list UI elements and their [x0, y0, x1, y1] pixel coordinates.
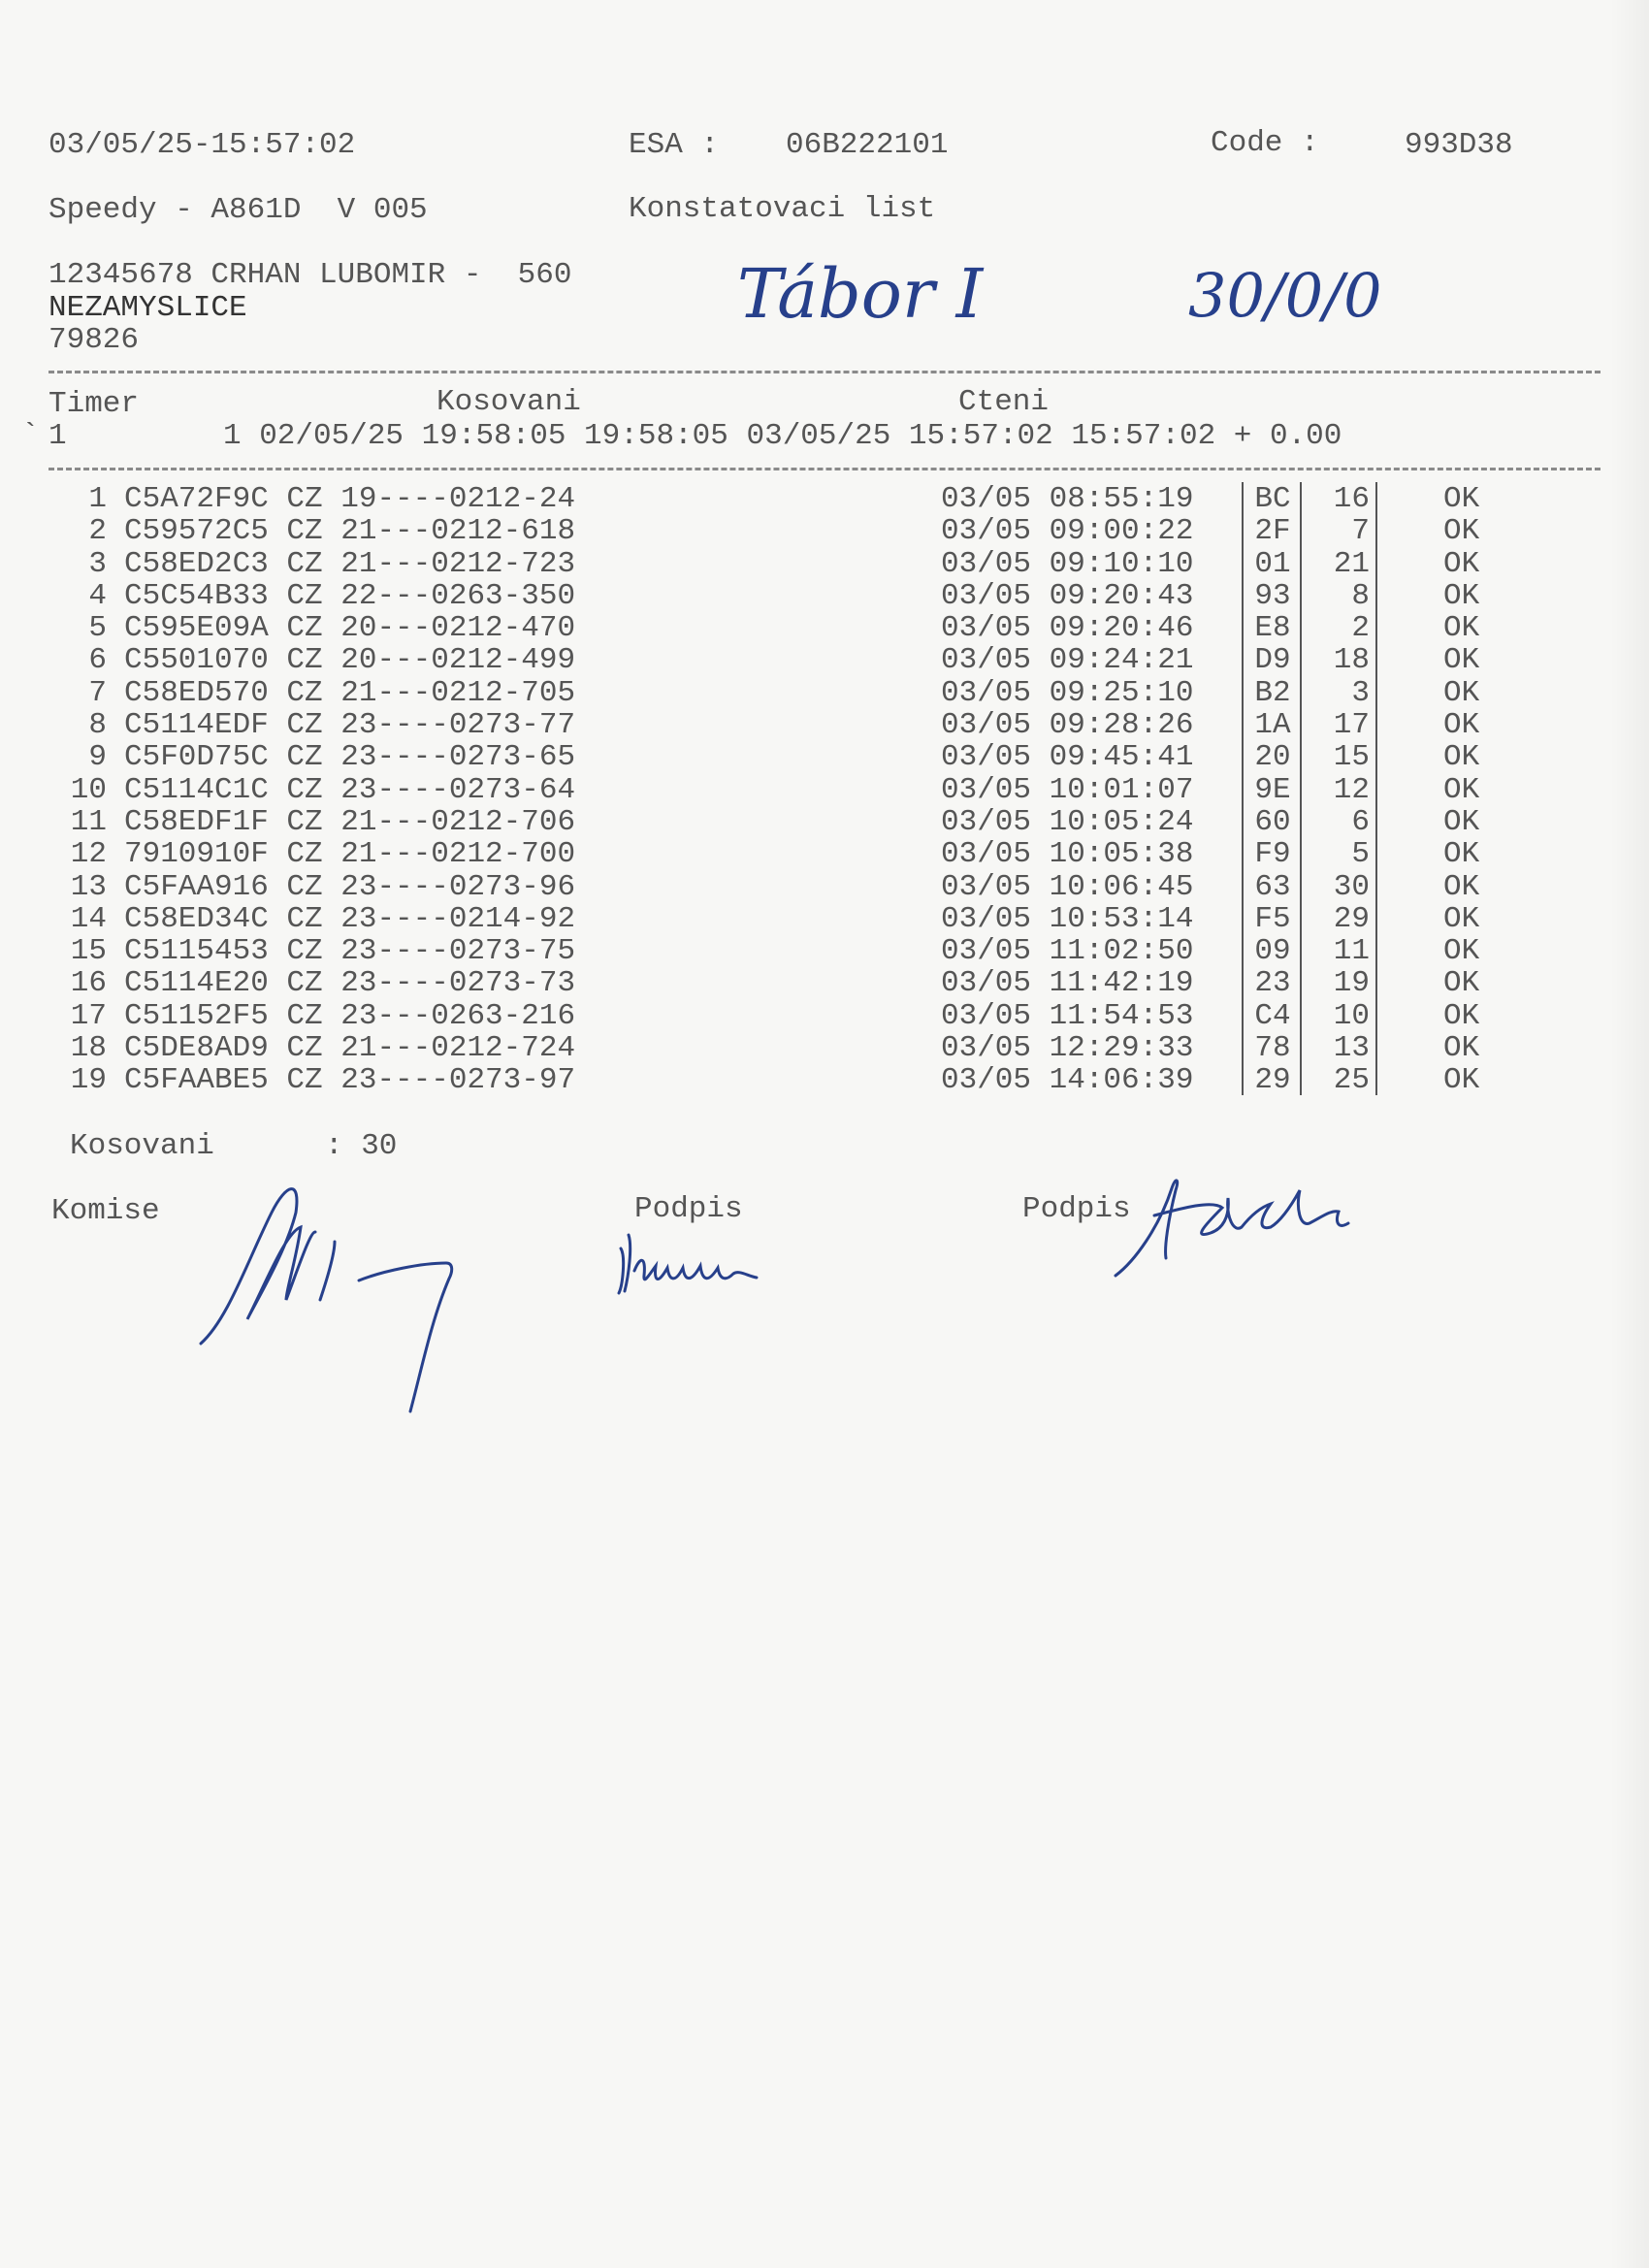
owner-line-1: 12345678 CRHAN LUBOMIR - 560 — [48, 258, 572, 292]
table-row — [0, 709, 1649, 741]
status: OK — [1443, 643, 1480, 678]
position: 3 — [1351, 675, 1370, 710]
timer-number: 1 — [48, 419, 67, 453]
hex-code: 9E — [1254, 772, 1291, 807]
row-number: 13 — [70, 869, 107, 904]
position: 12 — [1333, 772, 1370, 807]
position: 15 — [1333, 740, 1370, 775]
row-number: 4 — [88, 578, 107, 613]
hex-code: E8 — [1254, 611, 1291, 646]
position: 19 — [1333, 966, 1370, 1001]
position: 7 — [1351, 514, 1370, 549]
esa-value: 06B222101 — [786, 128, 949, 162]
column-rule-3 — [1375, 482, 1377, 1095]
table-row — [0, 774, 1649, 806]
ring-id: C5FAA916 CZ 23----0273-96 — [124, 869, 576, 904]
status: OK — [1443, 675, 1480, 710]
arrival-time: 03/05 11:54:53 — [941, 998, 1194, 1033]
owner-line-2: NEZAMYSLICE — [48, 291, 247, 325]
arrival-time: 03/05 09:00:22 — [941, 514, 1194, 549]
tick-mark: ` — [21, 419, 40, 453]
arrival-time: 03/05 14:06:39 — [941, 1063, 1194, 1098]
table-row — [0, 838, 1649, 870]
esa-label: ESA : — [629, 128, 720, 162]
arrival-time: 03/05 11:42:19 — [941, 966, 1194, 1001]
status: OK — [1443, 1031, 1480, 1066]
arrival-time: 03/05 09:45:41 — [941, 740, 1194, 775]
position: 16 — [1333, 482, 1370, 516]
hex-code: 20 — [1254, 740, 1291, 775]
owner-line-3: 79826 — [48, 323, 140, 357]
table-row — [0, 612, 1649, 644]
ring-id: C5A72F9C CZ 19----0212-24 — [124, 482, 576, 516]
ring-id: C58EDF1F CZ 21---0212-706 — [124, 804, 576, 839]
separator-bottom — [48, 468, 1600, 470]
ring-id: C5C54B33 CZ 22---0263-350 — [124, 578, 576, 613]
row-number: 17 — [70, 998, 107, 1033]
table-row — [0, 677, 1649, 709]
status: OK — [1443, 514, 1480, 549]
position: 11 — [1333, 934, 1370, 969]
hex-code: 01 — [1254, 546, 1291, 581]
code-value: 993D38 — [1405, 128, 1513, 162]
arrival-time: 03/05 10:06:45 — [941, 869, 1194, 904]
position: 6 — [1351, 804, 1370, 839]
hex-code: C4 — [1254, 998, 1291, 1033]
hex-code: 93 — [1254, 578, 1291, 613]
hex-code: 60 — [1254, 804, 1291, 839]
table-row — [0, 871, 1649, 903]
cteni-header: Cteni — [958, 385, 1050, 419]
hex-code: 78 — [1254, 1031, 1291, 1066]
kosovani-summary-value: : 30 — [325, 1129, 398, 1163]
handwritten-location: Tábor I — [737, 254, 984, 334]
timer-record: 1 02/05/25 19:58:05 19:58:05 03/05/25 15:57:02 15:57:02 + 0.00 — [223, 419, 1342, 453]
hex-code: 1A — [1254, 708, 1291, 743]
position: 2 — [1351, 611, 1370, 646]
row-number: 16 — [70, 966, 107, 1001]
hex-code: B2 — [1254, 675, 1291, 710]
komise-signature — [189, 1174, 577, 1426]
hex-code: 23 — [1254, 966, 1291, 1001]
ring-id: C5114E20 CZ 23----0273-73 — [124, 966, 576, 1001]
hex-code: F9 — [1254, 837, 1291, 872]
paper-edge — [1610, 0, 1649, 2268]
status: OK — [1443, 966, 1480, 1001]
podpis-label-2: Podpis — [1022, 1192, 1131, 1226]
table-row — [0, 1000, 1649, 1032]
arrival-time: 03/05 08:55:19 — [941, 482, 1194, 516]
hex-code: BC — [1254, 482, 1291, 516]
table-row — [0, 935, 1649, 967]
handwritten-ratio: 30/0/0 — [1188, 260, 1382, 331]
hex-code: F5 — [1254, 901, 1291, 936]
ring-id: C5114C1C CZ 23----0273-64 — [124, 772, 576, 807]
arrival-time: 03/05 10:05:24 — [941, 804, 1194, 839]
table-row — [0, 644, 1649, 676]
hex-code: 29 — [1254, 1063, 1291, 1098]
ring-id: 7910910F CZ 21---0212-700 — [124, 837, 576, 872]
row-number: 7 — [88, 675, 107, 710]
position: 13 — [1333, 1031, 1370, 1066]
status: OK — [1443, 546, 1480, 581]
kosovani-header: Kosovani — [436, 385, 581, 419]
row-number: 6 — [88, 643, 107, 678]
row-number: 15 — [70, 934, 107, 969]
status: OK — [1443, 998, 1480, 1033]
row-number: 11 — [70, 804, 107, 839]
hex-code: 2F — [1254, 514, 1291, 549]
table-row — [0, 806, 1649, 838]
podpis-signature-2 — [1106, 1169, 1397, 1295]
position: 8 — [1351, 578, 1370, 613]
status: OK — [1443, 611, 1480, 646]
ring-id: C51152F5 CZ 23---0263-216 — [124, 998, 576, 1033]
hex-code: D9 — [1254, 643, 1291, 678]
results-table — [0, 483, 1649, 1097]
status: OK — [1443, 901, 1480, 936]
ring-id: C5114EDF CZ 23----0273-77 — [124, 708, 576, 743]
row-number: 12 — [70, 837, 107, 872]
arrival-time: 03/05 09:25:10 — [941, 675, 1194, 710]
status: OK — [1443, 482, 1480, 516]
row-number: 8 — [88, 708, 107, 743]
position: 17 — [1333, 708, 1370, 743]
status: OK — [1443, 740, 1480, 775]
status: OK — [1443, 837, 1480, 872]
code-label: Code : — [1211, 126, 1319, 160]
row-number: 2 — [88, 514, 107, 549]
table-row — [0, 1032, 1649, 1064]
arrival-time: 03/05 10:53:14 — [941, 901, 1194, 936]
row-number: 3 — [88, 546, 107, 581]
table-row — [0, 1064, 1649, 1096]
ring-id: C59572C5 CZ 21---0212-618 — [124, 514, 576, 549]
ring-id: C58ED34C CZ 23----0214-92 — [124, 901, 576, 936]
position: 21 — [1333, 546, 1370, 581]
table-row — [0, 483, 1649, 515]
position: 30 — [1333, 869, 1370, 904]
arrival-time: 03/05 09:20:46 — [941, 611, 1194, 646]
arrival-time: 03/05 09:10:10 — [941, 546, 1194, 581]
row-number: 19 — [70, 1063, 107, 1098]
ring-id: C58ED2C3 CZ 21---0212-723 — [124, 546, 576, 581]
position: 10 — [1333, 998, 1370, 1033]
ring-id: C5FAABE5 CZ 23----0273-97 — [124, 1063, 576, 1098]
hex-code: 09 — [1254, 934, 1291, 969]
ring-id: C5501070 CZ 20---0212-499 — [124, 643, 576, 678]
position: 29 — [1333, 901, 1370, 936]
ring-id: C595E09A CZ 20---0212-470 — [124, 611, 576, 646]
device-info: Speedy - A861D V 005 — [48, 193, 428, 227]
table-row — [0, 741, 1649, 773]
arrival-time: 03/05 12:29:33 — [941, 1031, 1194, 1066]
status: OK — [1443, 869, 1480, 904]
kosovani-summary-label: Kosovani — [70, 1129, 214, 1163]
arrival-time: 03/05 09:20:43 — [941, 578, 1194, 613]
column-rule-2 — [1300, 482, 1302, 1095]
row-number: 14 — [70, 901, 107, 936]
status: OK — [1443, 934, 1480, 969]
table-row — [0, 580, 1649, 612]
arrival-time: 03/05 09:28:26 — [941, 708, 1194, 743]
table-row — [0, 548, 1649, 580]
arrival-time: 03/05 10:01:07 — [941, 772, 1194, 807]
ring-id: C5115453 CZ 23----0273-75 — [124, 934, 576, 969]
status: OK — [1443, 1063, 1480, 1098]
print-datetime: 03/05/25-15:57:02 — [48, 128, 356, 162]
document-title: Konstatovaci list — [629, 192, 936, 226]
row-number: 9 — [88, 740, 107, 775]
position: 5 — [1351, 837, 1370, 872]
ring-id: C5F0D75C CZ 23----0273-65 — [124, 740, 576, 775]
ring-id: C5DE8AD9 CZ 21---0212-724 — [124, 1031, 576, 1066]
position: 25 — [1333, 1063, 1370, 1098]
arrival-time: 03/05 09:24:21 — [941, 643, 1194, 678]
arrival-time: 03/05 11:02:50 — [941, 934, 1194, 969]
row-number: 5 — [88, 611, 107, 646]
arrival-time: 03/05 10:05:38 — [941, 837, 1194, 872]
table-row — [0, 903, 1649, 935]
hex-code: 63 — [1254, 869, 1291, 904]
status: OK — [1443, 578, 1480, 613]
podpis-signature-1 — [611, 1227, 844, 1305]
row-number: 10 — [70, 772, 107, 807]
timer-label: Timer — [48, 387, 140, 421]
komise-label: Komise — [51, 1194, 160, 1228]
ring-id: C58ED570 CZ 21---0212-705 — [124, 675, 576, 710]
position: 18 — [1333, 643, 1370, 678]
status: OK — [1443, 804, 1480, 839]
column-rule-1 — [1242, 482, 1244, 1095]
separator-top — [48, 371, 1600, 373]
row-number: 1 — [88, 482, 107, 516]
status: OK — [1443, 772, 1480, 807]
table-row — [0, 967, 1649, 999]
table-row — [0, 515, 1649, 547]
status: OK — [1443, 708, 1480, 743]
podpis-label-1: Podpis — [634, 1192, 743, 1226]
row-number: 18 — [70, 1031, 107, 1066]
